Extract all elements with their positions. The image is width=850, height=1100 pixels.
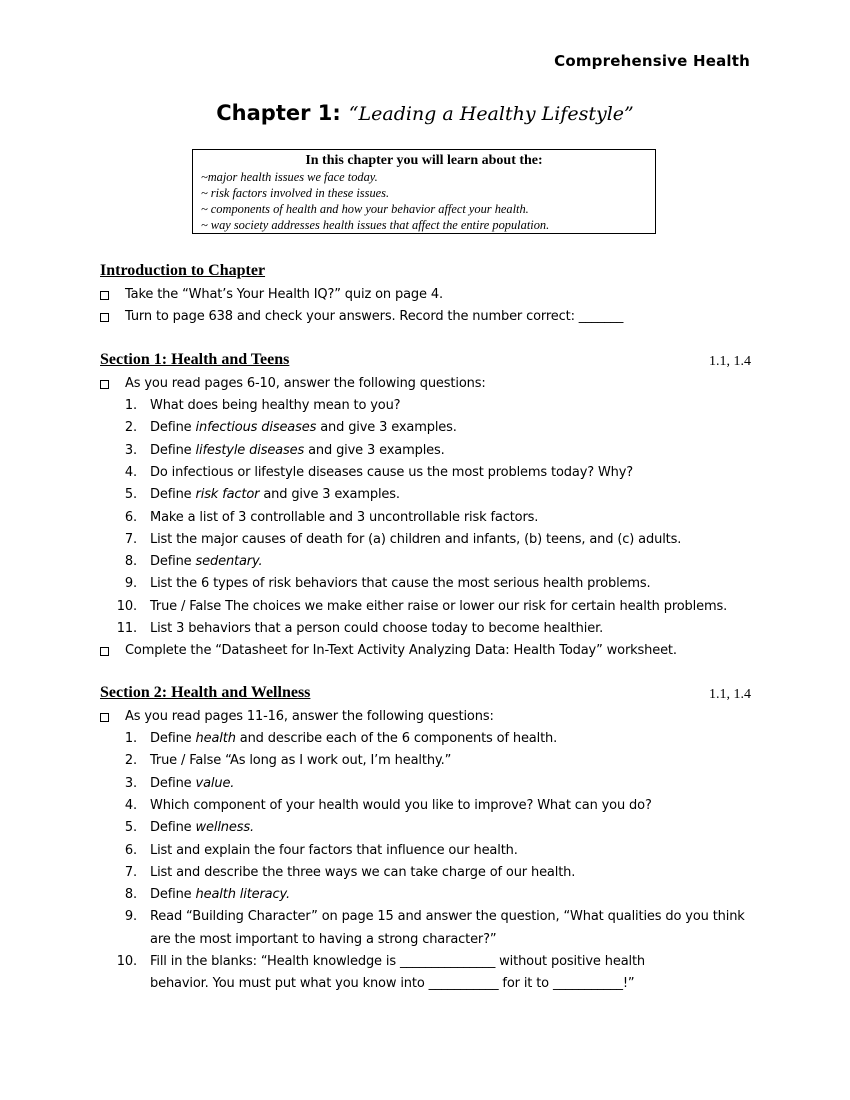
question-number: 9. (124, 576, 137, 592)
question-text (150, 775, 234, 793)
question-text-part: and give 3 examples. (259, 487, 400, 503)
learning-objective: ~ components of health and how your behavior affect your health. (201, 202, 529, 216)
question-text-part: List 3 behaviors that a person could choose today to become healthier. (150, 621, 604, 636)
intro-task: Turn to page 638 and check your answers. Record the number correct: _______ (125, 309, 624, 324)
question-text-part: List and explain the four factors that influence our health. (150, 842, 518, 858)
question-number: 5. (124, 820, 137, 836)
intro-task-checkbox[interactable] (100, 291, 109, 300)
learning-objectives-box (192, 149, 656, 234)
learning-objective: ~ way society addresses health issues that affect the entire population. (201, 218, 550, 232)
question-number: 3. (124, 775, 137, 791)
question-text-part: Fill in the blanks: “Health knowledge is _______________ without positive health (150, 954, 646, 969)
question-number: 2. (124, 420, 137, 436)
question-text (150, 419, 457, 437)
question-text-part: Define (150, 820, 196, 836)
question-number: 10. (116, 954, 137, 969)
section2-heading: Section 2: Health and Wellness (100, 684, 311, 701)
key-term: wellness. (195, 820, 254, 836)
question-text-part: Make a list of 3 controllable and 3 uncontrollable risk factors. (150, 509, 539, 525)
section2-task: As you read pages 11-16, answer the following questions: (125, 709, 494, 724)
question-number: 7. (124, 531, 137, 547)
intro-task-checkbox[interactable] (100, 313, 109, 322)
question-text (150, 908, 745, 926)
question-text-part: Read “Building Character” on page 15 and answer the question, “What qualities do you think (150, 909, 745, 925)
question-text-part: What does being healthy mean to you? (150, 398, 401, 413)
question-number: 1. (124, 731, 137, 746)
intro-heading: Introduction to Chapter (100, 262, 266, 279)
question-text-part: Define (150, 887, 196, 903)
question-text (150, 864, 575, 882)
section1-heading: Section 1: Health and Teens (100, 351, 290, 368)
question-text-part: Define (150, 442, 196, 458)
question-text (150, 397, 400, 415)
section1-task: As you read pages 6-10, answer the following questions: (125, 376, 486, 391)
course-header: Comprehensive Health (554, 52, 750, 70)
question-text (150, 575, 651, 593)
question-number: 4. (124, 464, 137, 480)
question-text-part: and give 3 examples. (316, 420, 457, 436)
question-text-part: Define (150, 775, 196, 791)
question-text (150, 598, 727, 616)
section2-standards-ref: 1.1, 1.4 (709, 687, 751, 702)
question-text (150, 797, 652, 815)
question-text-part: Define (150, 420, 196, 436)
question-text-part: Do infectious or lifestyle diseases cause us the most problems today? Why? (150, 464, 634, 480)
section1-standards-ref: 1.1, 1.4 (709, 354, 751, 369)
chapter-subtitle: “Leading a Healthy Lifestyle” (348, 103, 634, 125)
question-text-part: and give 3 examples. (304, 442, 445, 458)
section1-closing-task: Complete the “Datasheet for In-Text Activity Analyzing Data: Health Today” worksheet. (125, 643, 677, 658)
question-text (150, 531, 681, 549)
section2-task-checkbox[interactable] (100, 713, 109, 722)
question-number: 4. (124, 797, 137, 813)
chapter-number: Chapter 1: (216, 101, 341, 125)
key-term: infectious diseases (195, 420, 317, 436)
question-text (150, 486, 400, 504)
question-text (150, 842, 518, 860)
question-number: 11. (116, 621, 137, 636)
question-number: 5. (124, 487, 137, 503)
question-text-part: Define (150, 554, 196, 570)
question-text-continued: behavior. You must put what you know into ___________ for it to ___________!” (150, 976, 635, 992)
question-text-part: List the major causes of death for (a) children and infants, (b) teens, and (c) adults. (150, 531, 682, 547)
question-text-part: Define (150, 731, 196, 746)
question-text-part: List and describe the three ways we can take charge of our health. (150, 864, 576, 880)
question-text-part: True / False The choices we make either raise or lower our risk for certain health problems. (150, 598, 728, 614)
chapter-title (0, 101, 850, 125)
question-text-part: and describe each of the 6 components of health. (235, 731, 558, 746)
question-text (150, 553, 263, 571)
question-text (150, 464, 633, 482)
key-term: health literacy. (195, 887, 291, 903)
question-number: 2. (124, 753, 137, 769)
key-term: sedentary. (195, 554, 263, 570)
intro-task: Take the “What’s Your Health IQ?” quiz on page 4. (125, 287, 443, 302)
question-number: 8. (124, 554, 137, 570)
section1-closing-checkbox[interactable] (100, 647, 109, 656)
question-number: 3. (124, 442, 137, 458)
question-text (150, 730, 557, 748)
question-text (150, 819, 254, 837)
question-number: 6. (124, 509, 137, 525)
question-number: 6. (124, 842, 137, 858)
question-number: 8. (124, 887, 137, 903)
key-term: lifestyle diseases (195, 442, 305, 458)
question-text (150, 620, 603, 638)
question-text (150, 886, 290, 904)
question-number: 9. (124, 909, 137, 925)
learning-objective: ~major health issues we face today. (201, 170, 378, 184)
learning-objectives-heading: In this chapter you will learn about the: (305, 153, 543, 168)
key-term: value. (195, 775, 235, 791)
question-text-part: Define (150, 487, 196, 503)
question-text-part: True / False “As long as I work out, I’m healthy.” (150, 753, 452, 769)
question-number: 1. (124, 398, 137, 413)
question-text (150, 953, 645, 971)
section1-task-checkbox[interactable] (100, 380, 109, 389)
question-text-continued: are the most important to having a strong character?” (150, 931, 497, 947)
question-text (150, 752, 451, 770)
question-text (150, 442, 445, 460)
key-term: health (195, 731, 236, 746)
question-number: 7. (124, 864, 137, 880)
key-term: risk factor (195, 487, 260, 503)
question-number: 10. (116, 598, 137, 614)
learning-objective: ~ risk factors involved in these issues. (201, 186, 390, 200)
question-text-part: Which component of your health would you like to improve? What can you do? (150, 797, 652, 813)
question-text-part: List the 6 types of risk behaviors that cause the most serious health problems. (150, 576, 651, 592)
question-text (150, 509, 538, 527)
